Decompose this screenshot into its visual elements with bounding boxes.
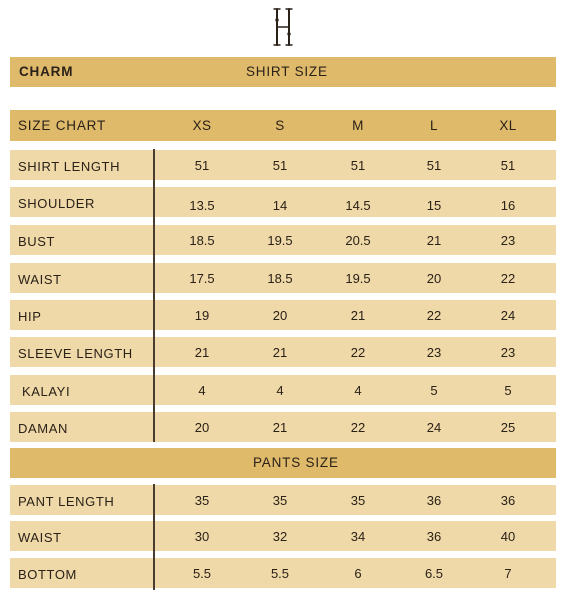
- table-cell: 5: [504, 383, 512, 398]
- table-cell: 21: [194, 345, 210, 360]
- table-cell: 5: [430, 383, 438, 398]
- table-row: [10, 187, 556, 217]
- table-row: [10, 521, 556, 551]
- table-cell: 22: [350, 345, 366, 360]
- size-col-xl: XL: [499, 118, 517, 133]
- size-col-xs: XS: [192, 118, 212, 133]
- table-cell: 17.5: [189, 271, 215, 286]
- table-cell: 51: [350, 158, 366, 173]
- table-row: [10, 263, 556, 293]
- row-label: SHOULDER: [18, 196, 96, 211]
- table-cell: 51: [426, 158, 442, 173]
- table-cell: 19: [194, 308, 210, 323]
- table-cell: 35: [350, 493, 366, 508]
- table-cell: 21: [272, 420, 288, 435]
- table-cell: 18.5: [267, 271, 293, 286]
- table-cell: 21: [272, 345, 288, 360]
- table-cell: 22: [500, 271, 516, 286]
- table-cell: 15: [426, 198, 442, 213]
- table-cell: 21: [426, 233, 442, 248]
- table-cell: 16: [500, 198, 516, 213]
- table-cell: 19.5: [345, 271, 371, 286]
- table-row: [10, 412, 556, 442]
- table-cell: 14: [272, 198, 288, 213]
- row-label: KALAYI: [22, 384, 71, 399]
- table-cell: 22: [426, 308, 442, 323]
- size-chart-header: [10, 110, 556, 141]
- table-cell: 20: [272, 308, 288, 323]
- row-label: WAIST: [18, 272, 62, 287]
- table-cell: 5.5: [270, 566, 290, 581]
- table-cell: 35: [194, 493, 210, 508]
- shirt-section-title: SHIRT SIZE: [246, 64, 328, 79]
- table-row: [10, 485, 556, 515]
- table-cell: 13.5: [189, 198, 215, 213]
- table-cell: 36: [426, 529, 442, 544]
- row-label: WAIST: [18, 530, 62, 545]
- table-cell: 51: [500, 158, 516, 173]
- table-cell: 40: [500, 529, 516, 544]
- table-row: [10, 337, 556, 367]
- size-chart-label: SIZE CHART: [18, 118, 107, 133]
- table-cell: 20: [194, 420, 210, 435]
- size-col-m: M: [352, 118, 364, 133]
- shirt-size-header: [10, 57, 556, 87]
- row-label: SHIRT LENGTH: [18, 159, 121, 174]
- brand-name: CHARM: [19, 64, 74, 79]
- table-cell: 34: [350, 529, 366, 544]
- table-cell: 32: [272, 529, 288, 544]
- shirt-table-divider: [153, 149, 155, 442]
- table-cell: 22: [350, 420, 366, 435]
- table-cell: 4: [276, 383, 284, 398]
- table-cell: 51: [194, 158, 210, 173]
- table-cell: 23: [500, 345, 516, 360]
- table-cell: 14.5: [345, 198, 371, 213]
- table-cell: 6: [354, 566, 362, 581]
- table-cell: 23: [500, 233, 516, 248]
- table-cell: 18.5: [189, 233, 215, 248]
- table-row: [10, 150, 556, 180]
- pants-table-divider: [153, 484, 155, 590]
- row-label: BUST: [18, 234, 56, 249]
- table-cell: 30: [194, 529, 210, 544]
- table-cell: 24: [426, 420, 442, 435]
- row-label: BOTTOM: [18, 567, 77, 582]
- row-label: DAMAN: [18, 421, 68, 436]
- table-cell: 51: [272, 158, 288, 173]
- table-cell: 19.5: [267, 233, 293, 248]
- size-col-s: S: [275, 118, 285, 133]
- table-row: [10, 558, 556, 588]
- table-cell: 21: [350, 308, 366, 323]
- pants-size-header: [10, 448, 556, 478]
- table-cell: 4: [198, 383, 206, 398]
- table-cell: 23: [426, 345, 442, 360]
- table-cell: 35: [272, 493, 288, 508]
- row-label: HIP: [18, 309, 42, 324]
- table-cell: 25: [500, 420, 516, 435]
- table-cell: 4: [354, 383, 362, 398]
- pants-section-title: PANTS SIZE: [253, 455, 339, 470]
- table-cell: 24: [500, 308, 516, 323]
- table-cell: 7: [504, 566, 512, 581]
- table-cell: 36: [500, 493, 516, 508]
- table-cell: 20: [426, 271, 442, 286]
- row-label: SLEEVE LENGTH: [18, 346, 133, 361]
- row-label: PANT LENGTH: [18, 494, 115, 509]
- brand-logo-icon: [270, 6, 296, 48]
- table-cell: 20.5: [345, 233, 371, 248]
- table-row: [10, 300, 556, 330]
- table-row: [10, 225, 556, 255]
- table-cell: 5.5: [192, 566, 212, 581]
- table-row: [10, 375, 556, 405]
- size-col-l: L: [430, 118, 438, 133]
- table-cell: 36: [426, 493, 442, 508]
- table-cell: 6.5: [424, 566, 444, 581]
